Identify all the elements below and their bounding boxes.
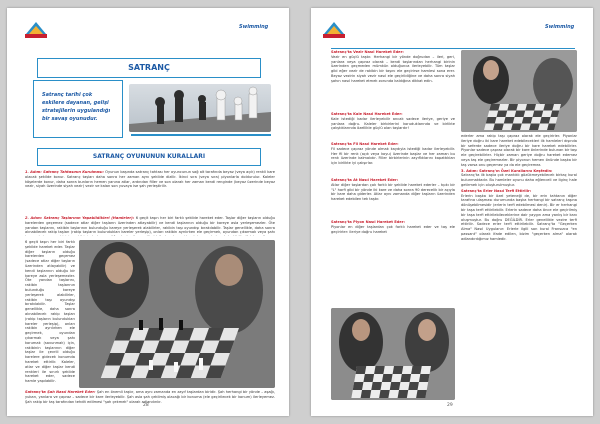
rule-2-heading: 2. Adım: Satranç Taşlarının Yapabildikleri (Hamleler): (25, 216, 135, 220)
special-rules-heading: 3. Adım: Satranç'ın Özel Kurallarını Keşfedin: (461, 168, 553, 173)
divider (131, 134, 271, 136)
rules-title: SATRANÇ OYUNUNUN KURALLARI (37, 148, 261, 166)
rule-2-column (25, 240, 75, 388)
page-number: 29 (447, 403, 453, 408)
page-title: SATRANÇ (37, 58, 261, 78)
rule-3 (25, 390, 275, 408)
top-rule (331, 48, 575, 49)
players-photo-top (461, 50, 577, 132)
page-number: 28 (143, 403, 149, 408)
bishop-heading: Satranç'ta Fil Nasıl Hareket Eder: (331, 142, 399, 146)
pawn-heading: Satranç'ta Piyon Nasıl Hareket Eder: (331, 220, 405, 224)
right-page (311, 8, 593, 416)
rook-body: Kale istediği kadar ilerleyebilir ancak sadece ileriye, geriye ve yanlara doğru. Kaleler birbirlerini koruduklarında ve birlikte çalıştıklarında özellikle güçlü olan taşlardır! (331, 116, 455, 131)
knight-heading: Satranç'ta At Nasıl Hareket Eder: (331, 178, 399, 182)
knight-body: Atlar diğer taşlardan çok farklı bir şekilde hareket ederler – tıpkı bir "L" harfi gibi bir yönde iki kare ve daha sonra 90 derecelik bir açıyla bir kare daha giderler. Atlar aynı zamanda diğer taşların üzerinden hareket edebilen tek taştır. (331, 182, 455, 202)
special-rules-body: Satranç'ta ilk başta çok mantıklı gözükmeyebilecek birkaç kural bulunmaktadır. Bu hamleler oyunu daha eğlenceli ve ilginç hale getirmek için oluşturulmuştur. (461, 173, 577, 187)
queen-section (331, 50, 455, 84)
rule-1-heading: 1. Adım: Satranç Tahtasının Kurulması: (25, 170, 104, 174)
chess-game-photo (79, 240, 275, 388)
rook-section (331, 112, 455, 131)
promotion-heading: Satranç'ta Erler Nasıl Terfi Ettirilir: (461, 188, 532, 193)
bishop-body: Fil sadece çapraz yönde olmak kaydıyla istediği kadar ilerleyebilir. Her fil bir renk (açık veya koyu) üzerinde başlar ve her zaman bu renk üzerinde kalmalıdır. Filler birbirlerinin zayıflıklarını kapattıkları için birlikte iyi çalışırlar. (331, 146, 455, 166)
bishop-section (331, 142, 455, 166)
quote-box: Satranç tarihi çok eskilere dayanan, gelişi stratejilerin uygulandığı bir savaş oyunudur. (33, 80, 123, 138)
logo-icon (321, 20, 347, 40)
logo-icon (23, 20, 49, 40)
brand-text: Swimming (239, 24, 269, 30)
rule-1 (25, 170, 275, 189)
left-page (7, 8, 289, 416)
rule-2-column-text: 6 geçit taşın her biri farklı şekilde hareket eder. Taşlar diğer taşların olduğu karelerden geçemez (sadece atlar diğer taşların üzerinden atlayabilir) ve kendi taşlarının olduğu bir kareye asla yerleşemezler. Öte yandan taşlarını, rakibin taşlarının bulunduğu kareye yerleşerek alabilirler, rakibin taşı oyundışı bırakılabilir. Taşlar genellikle, daha sonra alınabilecek rakip taşları (rakip taşların bulundukları kareler yerleşip), onları rakibin ayrılırken ele geçirmek, oyundan çıkarmak veya şahı korumak (savunmak) için, rakibinin taşlarının diğer taşlar ile çevrili olduğu karelere gidecek konumda hareket ettirilir. Kaleler, atlar ve diğer taşlar kendi renkleri ile sınırlı şekilde hareket eder, sadece hamle yapılabilir. (25, 240, 75, 384)
pawn-continued-body: ederler ama rakip taşı çapraz olarak ele geçirirler. Piyonlar ileriye doğru iki kare hareket edebilecekleri ilk hamleleri dışında bir seferde sadece ileriye doğru bir kare hareket edebilirler. Piyonlar sadece çapraz olarak bir kare önlerinde bulunan bir taşı ele geçirebilirler. Hiçbir zaman geriye doğru hareket edemez veya taş ele geçiremezler. Bir piyonun hemen önünde başka bir taş varsa onu geçemez ya da ele geçiremez. (461, 134, 577, 167)
rule-2-body: 6 geçit taşın her biri farklı şekilde hareket eder. Taşlar diğer taşların olduğu karelerden geçemez (sadece atlar diğer taşların üzerinden atlayabilir) ve kendi taşlarının olduğu bir kareye asla yerleşemezler. Öte yandan taşlarını, rakibin taşlarının bulunduğu kareye yerleşerek alabilirler, rakibin taşı oyundışı bırakılabilir. Taşlar genellikle, daha sonra alınabilecek rakip taşları (rakip taşların bulundukları kareler yerleşip), onları rakibin ayrılırken ele geçirmek, oyundan çıkarmak veya şahı (25, 216, 275, 235)
rule-2-top (25, 216, 275, 236)
promotion-body: Erlerin başka bir özel yeteneği de, bir erin tahtanın diğer tarafına ulaşması durumunda başka herhangi bir satranç taşına dönüşebilmesidir (erlerin terfi edebilmesi denir). Bir er herhangi bir taşa terfi ettirilebilir. Erlerin sadece daha önce ele geçirilmiş bir taşa terfi ettirilebileceklerine dair yaygın ama yanlış bir kanı oluşmuştur. Bu doğru DEĞİLDİR. Erler genellikle vezire terfi ettirilir. Sadece erler terfi ettirilebilir. Satranç'ta "Geçerken Alma" Nasıl Uygulanır: Erlerle ilgili son kural Fransızca "en passant" olarak ifade edilen, bizim "geçerken alma" olarak adlandırdığımız hamledir. (461, 193, 577, 241)
players-photo-bottom (331, 308, 455, 400)
knight-section (331, 178, 455, 202)
queen-heading: Satranç'ta Vezir Nasıl Hareket Eder: (331, 50, 404, 54)
rule-3-body: Şah en önemli taştır, ama aynı zamanda en zayıf taşlardan biridir. Şah herhangi bir yönde – aşağı, yukarı, yanlara ve çapraz – sadece bir kare ilerleyebilir. Şah asla şah çekilmiş olacağı bir konuma (ele geçirilecek bir konum) ilerleyemez. Şah rakip bir taş tarafından tehdit edilmesi "şah çekmek" olarak adlandırılır. (25, 390, 275, 404)
chess-pieces-photo (129, 84, 271, 132)
pawn-continued (461, 134, 577, 242)
pawn-section (331, 220, 455, 234)
queen-body: Vezir en güçlü taştır. Herhangi bir yönde doğrudan – ileri, geri, yanlara veya çapraz olarak – kendi taşlarından herhangi birinin üzerinden geçmeden mümkün olduğunca ilerleyebilir. Tüm taşlar gibi eğer vezir de rakibin bir taşını ele geçirirse hamlesi sona erer. Beyaz vezirin siyah vezir nasıl ele geçirildiğine ve daha sonra siyah şahın nasıl hareket etmek zorunda kaldığına dikkat edin. (331, 54, 455, 83)
rule-1-body: Oyunun başında satranç tahtası her oyuncunun sağ alt tarafında beyaz (veya açık) renkli kare olacak şekilde konur. Satranç taşları daha sonra her zaman aynı şekilde dizilir. İkinci sıra (veya sıra) piyonlarla doldurulur. Kaleler köşelerde konur, daha sonra bunların hemen yanına atlar, ardından filler ve son olarak her zaman kendi renginde (beyaz üzerinde beyaz vezir, siyah üzerinde siyah vezir) vezir ve kalan son yuvaya ise şah yerleştirilir. (25, 170, 276, 189)
rule-3-heading: Satranç'ta Şah Nasıl Hareket Eder: (25, 390, 96, 394)
rook-heading: Satranç'ta Kale Nasıl Hareket Eder: (331, 112, 403, 116)
pawn-body: Piyonlar en diğer taşlardan çok farklı hareket eder ve taş ele geçirirler: ileriye doğru hareket (331, 224, 455, 234)
brand-text: Swimming (545, 24, 575, 30)
